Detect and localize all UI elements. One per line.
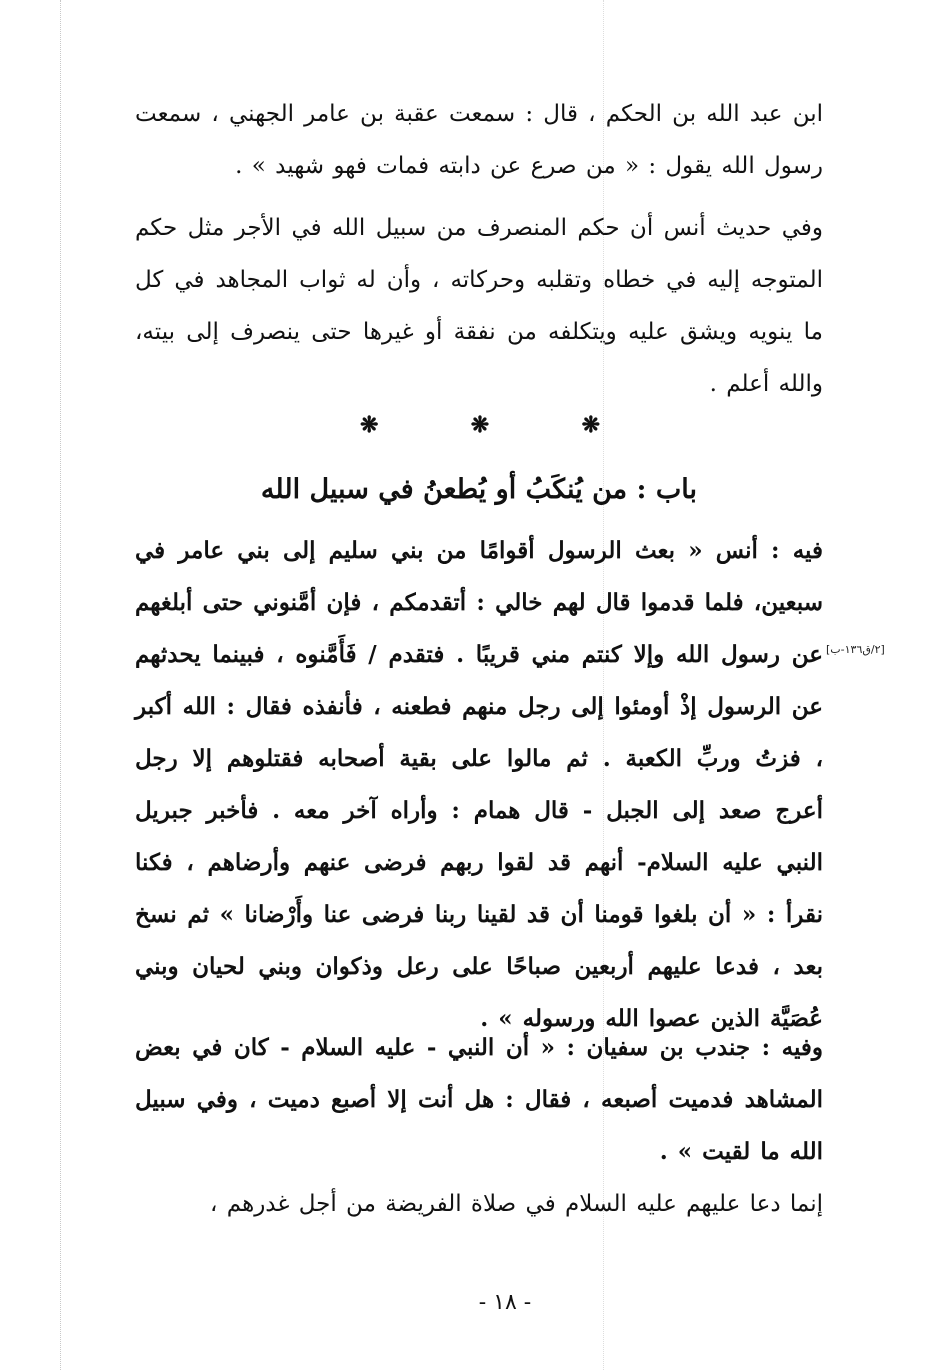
margin-manuscript-reference: [٢/ق١٣٦-ب]: [826, 643, 885, 656]
paragraph-text: وفي حديث أنس أن حكم المنصرف من سبيل الله في الأجر مثل حكم المتوجه إليه في خطاه وتقلبه وحركاته ، وأن له ثواب المجاهد في كل ما ينويه ويشق عليه ويتكلفه من نفقة أو غيرها حتى ينصرف إلى بيته، والله أعلم .: [135, 215, 823, 397]
section-separator: [360, 410, 600, 440]
paragraph-text: ابن عبد الله بن الحكم ، قال : سمعت عقبة بن عامر الجهني ، سمعت رسول الله يقول : « من صرع عن دابته فمات فهو شهيد » .: [135, 101, 823, 179]
paragraph-text: إنما دعا عليهم عليه السلام في صلاة الفريضة من أجل غدرهم ،: [210, 1191, 823, 1217]
paragraph-text: وفيه : جندب بن سفيان : « أن النبي - عليه السلام - كان في بعض المشاهد فدميت أصبعه ، فقال : هل أنت إلا أصبع دميت ، وفي سبيل الله ما لقيت » .: [135, 1034, 823, 1165]
paragraph-commentary: [135, 1178, 823, 1230]
asterism-icon: ❋: [360, 412, 379, 438]
paragraph-bani-sulaym: [135, 525, 823, 1045]
paragraph-jundub: [135, 1022, 823, 1178]
paragraph-hadith-anas: [135, 202, 823, 410]
page-number: - ١٨ -: [478, 1290, 532, 1315]
section-heading: باب : من يُنكَبُ أو يُطعنُ في سبيل الله: [260, 474, 698, 505]
paragraph-hadith-uqba: [135, 88, 823, 192]
asterism-icon: ❋: [470, 412, 490, 438]
asterism-icon: ❋: [581, 412, 600, 438]
scan-fold-line-left: [60, 0, 61, 1370]
paragraph-text: فيه : أنس « بعث الرسول أقوامًا من بني سليم إلى بني عامر في سبعين، فلما قدموا قال لهم خالي : أتقدمكم ، فإن أمَّنوني حتى أبلغهم عن رسول الله وإلا كنتم مني قريبًا . فتقدم / فَأَمَّنوه ، فبينما يحدثهم عن الرسول إذْ أومئوا إلى رجل منهم فطعنه ، فأنفذه فقال : الله أكبر ، فزتُ وربِّ الكعبة . ثم مالوا على بقية أصحابه فقتلوهم إلا رجل أعرج صعد إلى الجبل - قال همام : وأراه آخر معه . فأخبر جبريل النبي عليه السلام- أنهم قد لقوا ربهم فرضى عنهم وأرضاهم ، فكنا نقرأ : « أن بلغوا قومنا أن قد لقينا ربنا فرضى عنا وأَرْضانا » ثم نسخ بعد ، فدعا عليهم أربعين صباحًا على رعل وذكوان وبني لحيان وبني عُصَيَّة الذين عصوا الله ورسوله » .: [135, 537, 823, 1032]
